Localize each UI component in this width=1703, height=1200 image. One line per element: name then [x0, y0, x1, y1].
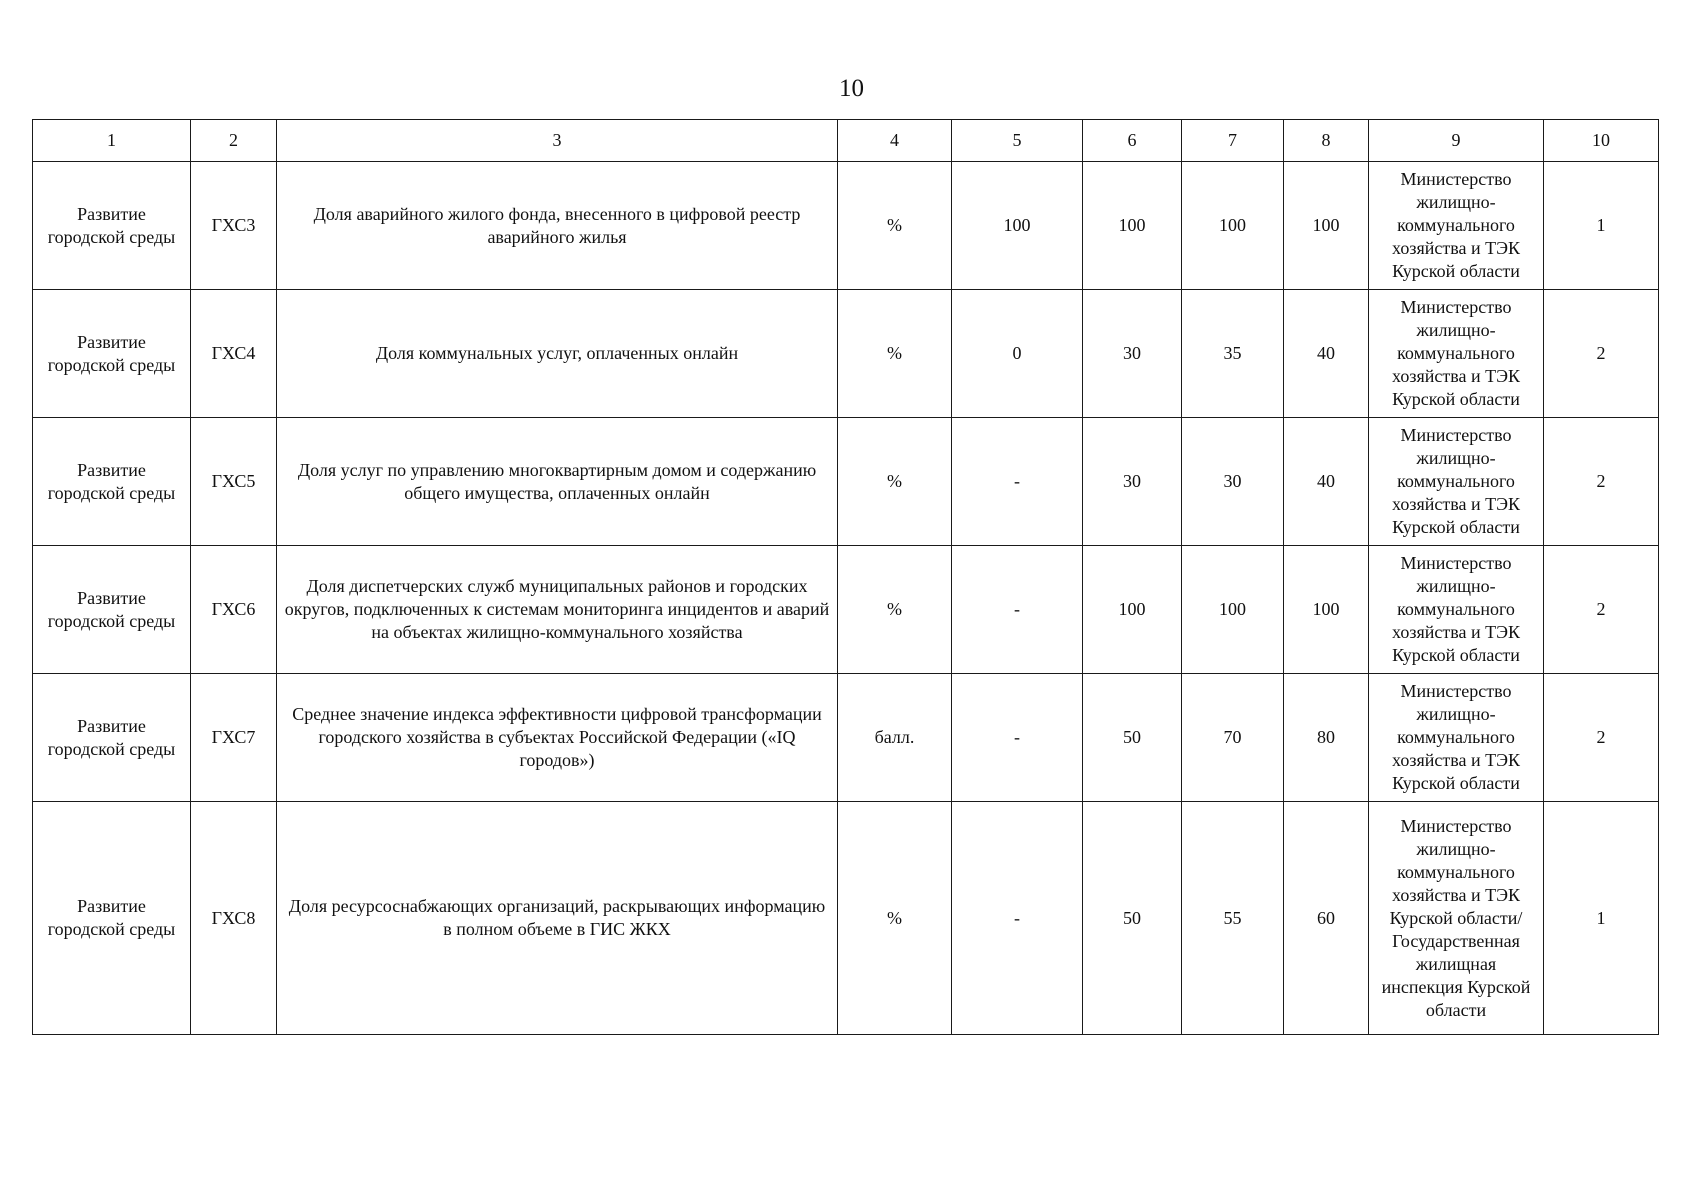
responsible-cell: Министерство жилищно-коммунального хозяйства и ТЭК Курской области — [1369, 674, 1544, 802]
header-col-8: 8 — [1284, 120, 1369, 162]
table-header — [33, 120, 1659, 162]
value-col5-cell: - — [952, 674, 1083, 802]
code-cell: ГХС3 — [191, 162, 277, 290]
code-cell: ГХС8 — [191, 802, 277, 1035]
value-col7-cell: 100 — [1182, 546, 1284, 674]
value-col8-cell: 40 — [1284, 418, 1369, 546]
value-col7-cell: 55 — [1182, 802, 1284, 1035]
responsible-cell: Министерство жилищно-коммунального хозяйства и ТЭК Курской области/ Государственная жилищная инспекция Курской области — [1369, 802, 1544, 1035]
value-col10-cell: 2 — [1544, 546, 1659, 674]
value-col10-cell: 2 — [1544, 290, 1659, 418]
header-row — [33, 120, 1659, 162]
value-col6-cell: 100 — [1083, 162, 1182, 290]
unit-cell: % — [838, 546, 952, 674]
table-row — [33, 674, 1659, 802]
value-col10-cell: 1 — [1544, 162, 1659, 290]
page-number: 10 — [839, 75, 864, 102]
value-col8-cell: 80 — [1284, 674, 1369, 802]
indicators-table — [32, 119, 1659, 1035]
value-col6-cell: 50 — [1083, 802, 1182, 1035]
value-col5-cell: - — [952, 802, 1083, 1035]
value-col5-cell: - — [952, 546, 1083, 674]
unit-cell: % — [838, 162, 952, 290]
header-col-2: 2 — [191, 120, 277, 162]
value-col5-cell: 0 — [952, 290, 1083, 418]
table-row — [33, 418, 1659, 546]
header-col-4: 4 — [838, 120, 952, 162]
value-col5-cell: 100 — [952, 162, 1083, 290]
program-cell: Развитие городской среды — [33, 674, 191, 802]
table-body — [33, 162, 1659, 1035]
value-col8-cell: 60 — [1284, 802, 1369, 1035]
value-col10-cell: 2 — [1544, 674, 1659, 802]
value-col6-cell: 100 — [1083, 546, 1182, 674]
value-col8-cell: 100 — [1284, 162, 1369, 290]
header-col-1: 1 — [33, 120, 191, 162]
header-col-5: 5 — [952, 120, 1083, 162]
value-col7-cell: 100 — [1182, 162, 1284, 290]
program-cell: Развитие городской среды — [33, 802, 191, 1035]
program-cell: Развитие городской среды — [33, 290, 191, 418]
header-col-6: 6 — [1083, 120, 1182, 162]
value-col8-cell: 100 — [1284, 546, 1369, 674]
value-col6-cell: 50 — [1083, 674, 1182, 802]
responsible-cell: Министерство жилищно-коммунального хозяйства и ТЭК Курской области — [1369, 546, 1544, 674]
code-cell: ГХС4 — [191, 290, 277, 418]
code-cell: ГХС5 — [191, 418, 277, 546]
value-col8-cell: 40 — [1284, 290, 1369, 418]
description-cell: Среднее значение индекса эффективности цифровой трансформации городского хозяйства в субъектах Российской Федерации («IQ городов») — [277, 674, 838, 802]
table-row — [33, 162, 1659, 290]
header-col-10: 10 — [1544, 120, 1659, 162]
description-cell: Доля коммунальных услуг, оплаченных онлайн — [277, 290, 838, 418]
program-cell: Развитие городской среды — [33, 418, 191, 546]
responsible-cell: Министерство жилищно-коммунального хозяйства и ТЭК Курской области — [1369, 162, 1544, 290]
value-col10-cell: 1 — [1544, 802, 1659, 1035]
unit-cell: % — [838, 290, 952, 418]
description-cell: Доля аварийного жилого фонда, внесенного в цифровой реестр аварийного жилья — [277, 162, 838, 290]
responsible-cell: Министерство жилищно-коммунального хозяйства и ТЭК Курской области — [1369, 290, 1544, 418]
code-cell: ГХС7 — [191, 674, 277, 802]
value-col6-cell: 30 — [1083, 290, 1182, 418]
value-col6-cell: 30 — [1083, 418, 1182, 546]
value-col5-cell: - — [952, 418, 1083, 546]
unit-cell: % — [838, 418, 952, 546]
value-col7-cell: 70 — [1182, 674, 1284, 802]
table-row — [33, 290, 1659, 418]
value-col7-cell: 30 — [1182, 418, 1284, 546]
description-cell: Доля услуг по управлению многоквартирным домом и содержанию общего имущества, оплаченных онлайн — [277, 418, 838, 546]
responsible-cell: Министерство жилищно-коммунального хозяйства и ТЭК Курской области — [1369, 418, 1544, 546]
value-col7-cell: 35 — [1182, 290, 1284, 418]
value-col10-cell: 2 — [1544, 418, 1659, 546]
unit-cell: % — [838, 802, 952, 1035]
header-col-3: 3 — [277, 120, 838, 162]
header-col-7: 7 — [1182, 120, 1284, 162]
description-cell: Доля диспетчерских служб муниципальных районов и городских округов, подключенных к системам мониторинга инцидентов и аварий на объектах жилищно-коммунального хозяйства — [277, 546, 838, 674]
header-col-9: 9 — [1369, 120, 1544, 162]
code-cell: ГХС6 — [191, 546, 277, 674]
description-cell: Доля ресурсоснабжающих организаций, раскрывающих информацию в полном объеме в ГИС ЖКХ — [277, 802, 838, 1035]
program-cell: Развитие городской среды — [33, 162, 191, 290]
table-row — [33, 546, 1659, 674]
program-cell: Развитие городской среды — [33, 546, 191, 674]
unit-cell: балл. — [838, 674, 952, 802]
table-row — [33, 802, 1659, 1035]
